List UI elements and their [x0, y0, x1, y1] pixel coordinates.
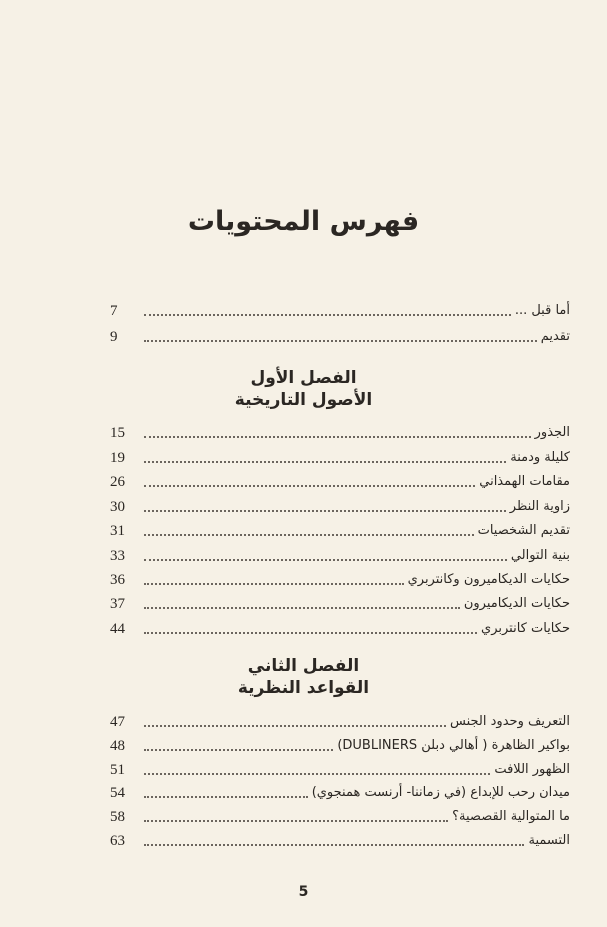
toc-entry-title: ميدان رحب للإبداع (في زماننا- أرنست همنجوي) — [311, 785, 570, 800]
chapter-name: الأصول التاريخية — [234, 390, 373, 410]
toc-page-number: 54 — [110, 785, 125, 801]
chapter-label: الفصل الثاني — [247, 656, 360, 676]
toc-entry-title: أما قبل ... — [514, 303, 570, 318]
toc-entry-title: حكايات الديكاميرون وكانتربري — [407, 572, 570, 587]
toc-page-number: 31 — [110, 523, 125, 539]
toc-entry-title: زاوية النظر — [509, 499, 570, 514]
toc-entry — [110, 445, 570, 467]
chapter-name: القواعد النظرية — [237, 678, 370, 698]
page-title: فهرس المحتويات — [187, 206, 420, 237]
toc-entry-title: التعريف وحدود الجنس — [450, 714, 570, 729]
toc-entry — [110, 591, 570, 613]
toc-entry — [110, 518, 570, 540]
dot-leader — [144, 773, 490, 775]
toc-page-number: 48 — [110, 738, 125, 754]
toc-entry — [110, 804, 570, 826]
toc-page-number: 44 — [110, 621, 125, 637]
chapter-label: الفصل الأول — [250, 368, 357, 388]
toc-page-number: 26 — [110, 474, 125, 490]
toc-page-number: 19 — [110, 450, 125, 466]
toc-entry — [110, 420, 570, 442]
toc-entry — [110, 324, 570, 346]
toc-page-number: 63 — [110, 833, 125, 849]
toc-page-number: 9 — [110, 329, 118, 345]
toc-entry-title: كليلة ودمنة — [510, 450, 570, 465]
dot-leader — [144, 749, 333, 751]
toc-entry-title: تقديم الشخصيات — [477, 523, 570, 538]
chapter-heading — [0, 655, 607, 699]
page-number: 5 — [298, 884, 309, 900]
dot-leader — [144, 485, 475, 487]
toc-entry — [110, 616, 570, 638]
toc-entry-title: الظهور اللافت — [494, 762, 570, 777]
toc-entry-title: ما المتوالية القصصية؟ — [452, 809, 570, 824]
toc-entry — [110, 780, 570, 802]
dot-leader — [144, 820, 448, 822]
toc-page-number: 15 — [110, 425, 125, 441]
toc-entry-title: بنية التوالي — [510, 548, 570, 563]
dot-leader — [144, 583, 404, 585]
toc-page-number: 30 — [110, 499, 125, 515]
dot-leader — [144, 607, 460, 609]
toc-page-number: 37 — [110, 596, 125, 612]
dot-leader — [144, 534, 474, 536]
toc-entry — [110, 757, 570, 779]
toc-entry-title: الجذور — [534, 425, 570, 440]
toc-entry — [110, 298, 570, 320]
toc-entry — [110, 543, 570, 565]
toc-entry-title: مقامات الهمذاني — [479, 474, 570, 489]
toc-entry-title: حكايات الديكاميرون — [463, 596, 570, 611]
dot-leader — [144, 559, 507, 561]
toc-page-number: 33 — [110, 548, 125, 564]
dot-leader — [144, 314, 511, 316]
toc-entry — [110, 469, 570, 491]
dot-leader — [144, 340, 537, 342]
dot-leader — [144, 725, 446, 727]
dot-leader — [144, 844, 524, 846]
toc-entry-title: تقديم — [540, 329, 570, 344]
toc-entry — [110, 828, 570, 850]
toc-page-number: 36 — [110, 572, 125, 588]
toc-page-number: 47 — [110, 714, 125, 730]
toc-entry — [110, 733, 570, 755]
toc-entry-title: التسمية — [528, 833, 570, 848]
toc-page-number: 7 — [110, 303, 118, 319]
toc-entry — [110, 494, 570, 516]
dot-leader — [144, 632, 477, 634]
dot-leader — [144, 796, 308, 798]
toc-page-number: 51 — [110, 762, 125, 778]
toc-page-number: 58 — [110, 809, 125, 825]
toc-entry — [110, 567, 570, 589]
chapter-heading — [0, 367, 607, 411]
toc-entry-title: بواكير الظاهرة ( أهالي دبلن DUBLINERS) — [337, 738, 570, 753]
dot-leader — [144, 510, 506, 512]
dot-leader — [144, 461, 506, 463]
dot-leader — [144, 436, 531, 438]
toc-entry-title: حكايات كانتربري — [481, 621, 570, 636]
toc-entry — [110, 709, 570, 731]
